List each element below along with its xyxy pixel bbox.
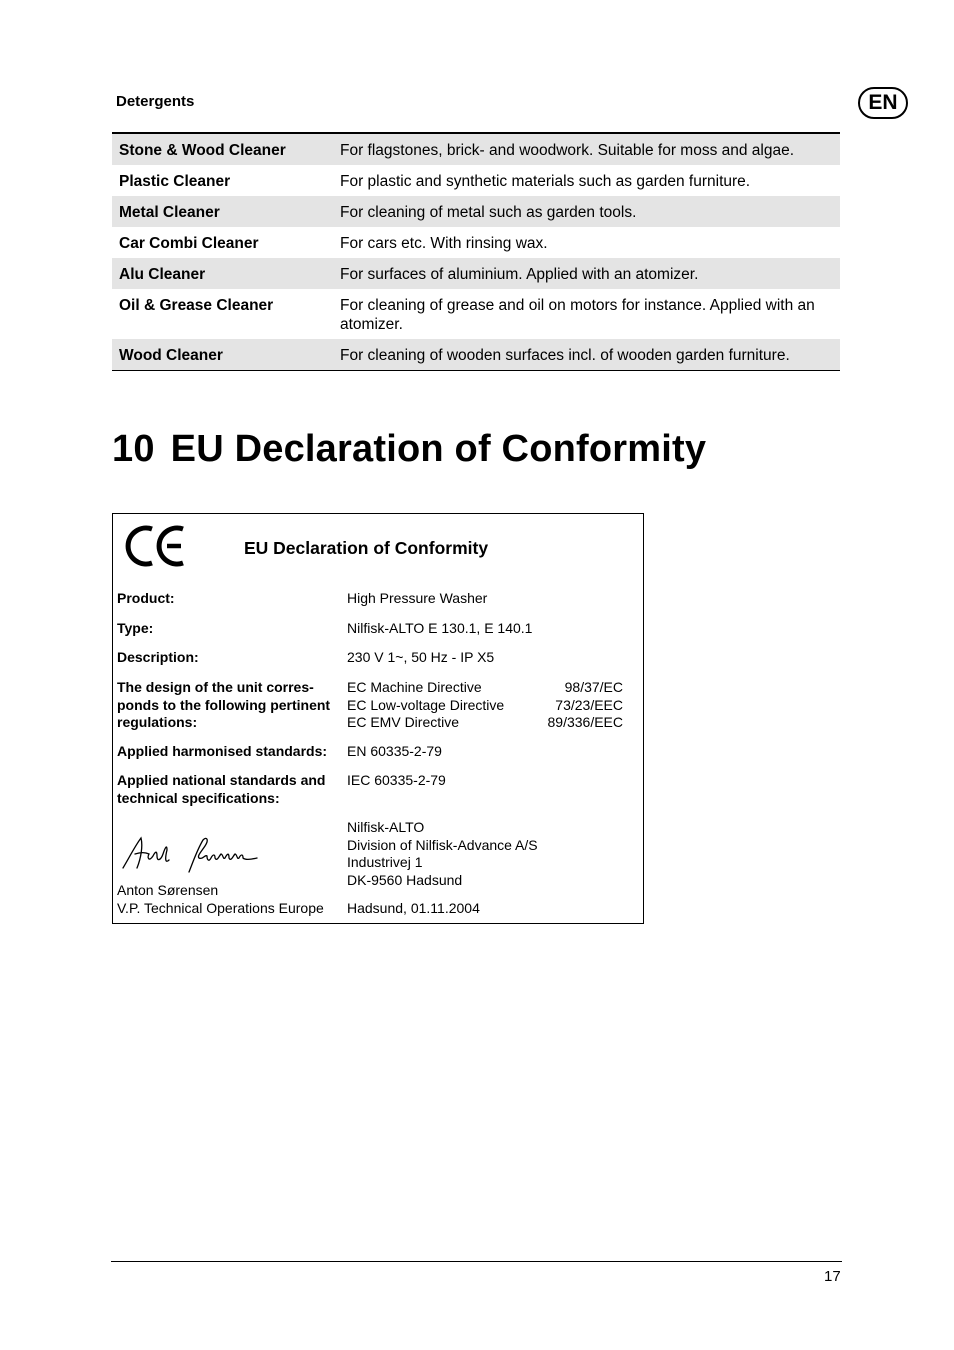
table-row — [112, 196, 840, 227]
place-date: Hadsund, 01.11.2004 — [347, 900, 480, 916]
page-number: 17 — [824, 1268, 841, 1285]
section-label: Detergents — [116, 93, 195, 110]
company-line: Nilfisk-ALTO — [347, 819, 425, 835]
type-value: Nilfisk-ALTO E 130.1, E 140.1 — [347, 620, 533, 636]
detergent-description: For surfaces of aluminium. Applied with an atomizer. — [340, 266, 699, 283]
signer-title: V.P. Technical Operations Europe — [117, 899, 324, 916]
description-label: Description: — [117, 649, 199, 665]
table-row — [112, 258, 840, 289]
detergent-name: Stone & Wood Cleaner — [119, 142, 286, 159]
directives-list — [347, 679, 627, 732]
table-row — [112, 134, 840, 165]
ce-mark-icon — [123, 522, 187, 570]
product-value: High Pressure Washer — [347, 590, 488, 606]
type-label: Type: — [117, 620, 154, 636]
signature-icon — [119, 832, 261, 876]
detergent-name: Car Combi Cleaner — [119, 235, 259, 252]
declaration-box — [112, 513, 644, 924]
signer-name: Anton Sørensen — [117, 882, 219, 898]
chapter-title: EU Declaration of Conformity — [170, 428, 707, 470]
national-value: IEC 60335-2-79 — [347, 772, 446, 788]
chapter-heading — [112, 428, 706, 471]
directive-code: 98/37/EC — [564, 679, 623, 695]
language-badge: EN — [858, 87, 908, 119]
detergent-description: For plastic and synthetic materials such as garden furniture. — [340, 173, 751, 190]
company-line: DK-9560 Hadsund — [347, 871, 463, 888]
product-label: Product: — [117, 590, 175, 606]
directive-code: 89/336/EEC — [547, 714, 623, 730]
table-row — [112, 227, 840, 258]
design-label: The design of the unit corres- ponds to the following pertinent regulations: — [117, 679, 331, 730]
harmonised-value: EN 60335-2-79 — [347, 743, 442, 759]
table-row — [112, 339, 840, 370]
table-row — [112, 165, 840, 196]
chapter-number: 10 — [112, 428, 155, 470]
company-line: Industrivej 1 — [347, 854, 423, 870]
directive-item — [347, 697, 623, 715]
directive-name: EC Machine Directive — [347, 679, 482, 695]
directive-item — [347, 679, 623, 697]
detergent-name: Oil & Grease Cleaner — [119, 297, 274, 314]
detergent-description: For cars etc. With rinsing wax. — [340, 235, 548, 252]
directive-code: 73/23/EEC — [555, 696, 623, 713]
national-label: Applied national standards and technical specifications: — [117, 772, 326, 806]
detergent-name: Wood Cleaner — [119, 347, 223, 364]
detergent-description: For flagstones, brick- and woodwork. Suitable for moss and algae. — [340, 142, 795, 159]
detergents-table — [112, 132, 840, 371]
harmonised-label: Applied harmonised standards: — [117, 743, 328, 759]
table-row — [112, 289, 840, 339]
directive-item — [347, 714, 623, 732]
directive-name: EC EMV Directive — [347, 714, 460, 730]
footer-divider — [111, 1261, 842, 1262]
detergent-description: For cleaning of wooden surfaces incl. of wooden garden furniture. — [340, 347, 790, 364]
declaration-title: EU Declaration of Conformity — [244, 538, 489, 558]
detergent-name: Metal Cleaner — [119, 204, 220, 221]
company-line: Division of Nilfisk-Advance A/S — [347, 836, 538, 853]
detergent-name: Plastic Cleaner — [119, 173, 231, 190]
directive-name: EC Low-voltage Directive — [347, 696, 505, 713]
detergent-name: Alu Cleaner — [119, 266, 206, 283]
detergent-description: For cleaning of grease and oil on motors for instance. Applied with an atomizer. — [340, 297, 815, 333]
detergent-description: For cleaning of metal such as garden tools. — [340, 204, 637, 221]
description-value: 230 V 1~, 50 Hz - IP X5 — [347, 649, 495, 665]
